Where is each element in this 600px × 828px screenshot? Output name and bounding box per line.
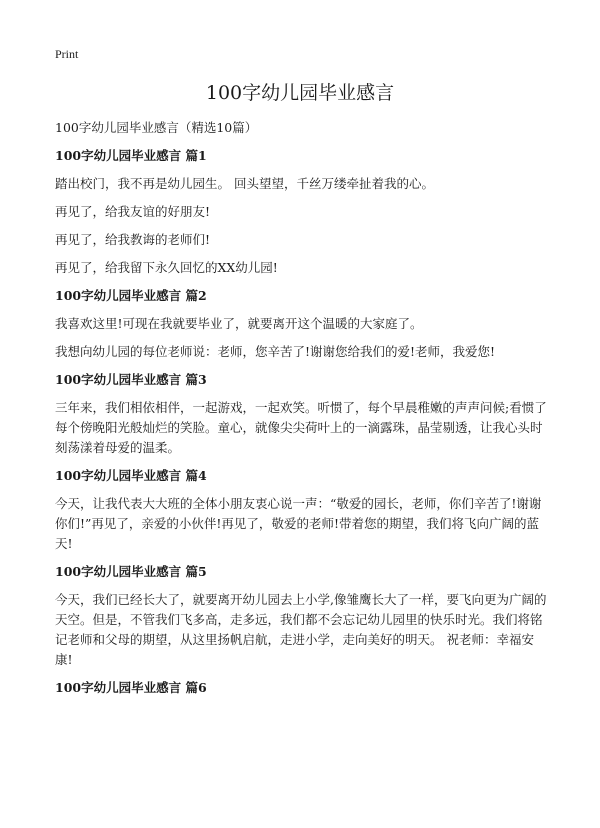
section-heading: 100字幼儿园毕业感言 篇6 [55,680,207,695]
paragraph: 我想向幼儿园的每位老师说：老师，您辛苦了!谢谢您给我们的爱!老师，我爱您! [55,344,496,359]
section-3 [55,370,550,458]
section-heading: 100字幼儿园毕业感言 篇2 [55,288,207,303]
print-link[interactable]: Print [55,47,79,61]
document-subtitle: 100字幼儿园毕业感言（精选10篇） [55,120,258,135]
section-heading: 100字幼儿园毕业感言 篇5 [55,564,207,579]
paragraph: 再见了，给我留下永久回忆的XX幼儿园! [55,260,278,275]
paragraph: 再见了，给我教诲的老师们! [55,232,211,247]
section-heading: 100字幼儿园毕业感言 篇4 [55,468,207,483]
section-4 [55,466,550,554]
paragraph: 今天，我们已经长大了，就要离开幼儿园去上小学,像雏鹰长大了一样，要飞向更为广阔的天空。但是，不管我们飞多高，走多远，我们都不会忘记幼儿园里的快乐时光。我们将铭记老师和父母的期望，从这里扬帆启航，走进小学，走向美好的明天。 祝老师：幸福安康! [55,592,547,667]
section-6 [55,678,550,698]
paragraph: 我喜欢这里!可现在我就要毕业了，就要离开这个温暖的大家庭了。 [55,316,423,331]
paragraph: 再见了，给我友谊的好朋友! [55,204,211,219]
page-title: 100字幼儿园毕业感言 [205,82,395,104]
section-5 [55,562,550,670]
section-1 [55,146,550,278]
paragraph: 三年来，我们相依相伴，一起游戏，一起欢笑。听惯了，每个早晨稚嫩的声声问候;看惯了每个傍晚阳光般灿烂的笑脸。童心，就像尖尖荷叶上的一滴露珠，晶莹剔透，让我心头时刻荡漾着母爱的温柔。 [55,400,547,455]
paragraph: 今天，让我代表大大班的全体小朋友衷心说一声：“敬爱的园长，老师，你们辛苦了!谢谢你们!”再见了，亲爱的小伙伴!再见了，敬爱的老师!带着您的期望，我们将飞向广阔的蓝天! [55,496,542,551]
paragraph: 踏出校门，我不再是幼儿园生。 回头望望，千丝万缕牵扯着我的心。 [55,176,434,191]
section-heading: 100字幼儿园毕业感言 篇1 [55,148,207,163]
section-2 [55,286,550,362]
document-content [55,118,550,706]
section-heading: 100字幼儿园毕业感言 篇3 [55,372,207,387]
